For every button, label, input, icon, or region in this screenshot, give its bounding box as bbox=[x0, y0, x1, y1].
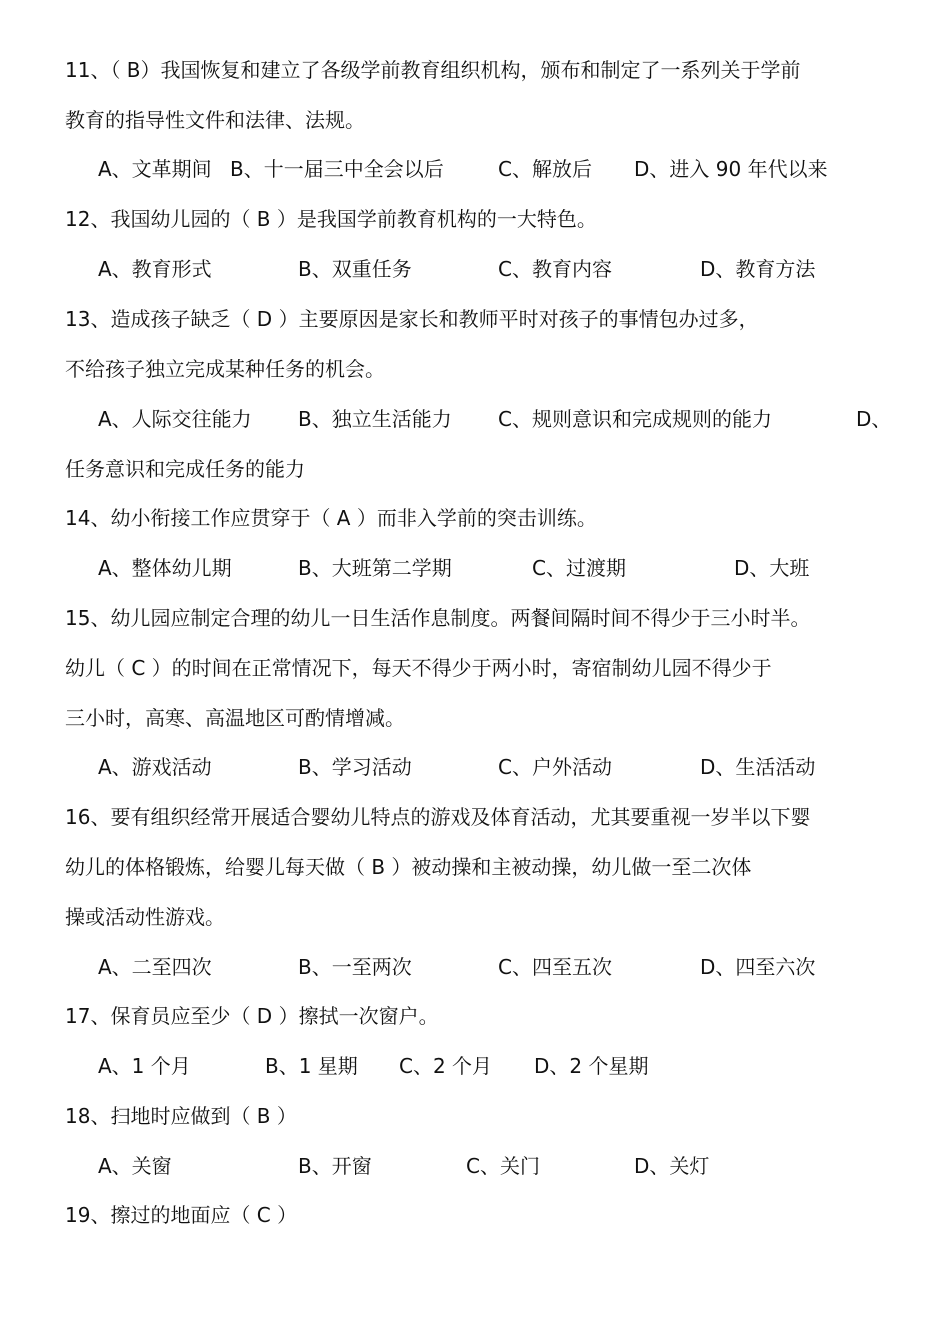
question-16-option-d: D、四至六次 bbox=[700, 955, 816, 979]
question-18-line-1: 18、扫地时应做到（ B ） bbox=[65, 1104, 297, 1128]
question-15-option-d: D、生活活动 bbox=[700, 755, 816, 779]
question-13-option-a: A、人际交往能力 bbox=[98, 407, 252, 431]
question-13-option-d: D、 bbox=[856, 407, 892, 431]
question-15-line-3: 三小时，高寒、高温地区可酌情增减。 bbox=[65, 706, 405, 730]
question-11-option-d: D、进入 90 年代以来 bbox=[634, 157, 828, 181]
question-14-option-d: D、大班 bbox=[734, 556, 810, 580]
question-13-option-b: B、独立生活能力 bbox=[298, 407, 452, 431]
question-11-options bbox=[98, 144, 898, 194]
question-14-option-b: B、大班第二学期 bbox=[298, 556, 452, 580]
question-15-line-2: 幼儿（ C ）的时间在正常情况下，每天不得少于两小时，寄宿制幼儿园不得少于 bbox=[65, 656, 772, 680]
question-17-option-b: B、1 星期 bbox=[265, 1054, 358, 1078]
question-11-option-a: A、文革期间 bbox=[98, 157, 212, 181]
question-17-options bbox=[98, 1041, 898, 1091]
question-16-option-c: C、四至五次 bbox=[498, 955, 612, 979]
question-13-line-1: 13、造成孩子缺乏（ D ）主要原因是家长和教师平时对孩子的事情包办过多， bbox=[65, 307, 759, 331]
question-11-option-c: C、解放后 bbox=[498, 157, 592, 181]
question-18-option-b: B、开窗 bbox=[298, 1154, 372, 1178]
question-16-option-b: B、一至两次 bbox=[298, 955, 412, 979]
question-12-option-c: C、教育内容 bbox=[498, 257, 612, 281]
question-16-line-2: 幼儿的体格锻炼，给婴儿每天做（ B ）被动操和主被动操，幼儿做一至二次体 bbox=[65, 855, 752, 879]
question-12-line-1: 12、我国幼儿园的（ B ）是我国学前教育机构的一大特色。 bbox=[65, 207, 597, 231]
question-17-option-c: C、2 个月 bbox=[399, 1054, 493, 1078]
question-16-line-3: 操或活动性游戏。 bbox=[65, 905, 225, 929]
question-16-line-1: 16、要有组织经常开展适合婴幼儿特点的游戏及体育活动，尤其要重视一岁半以下婴 bbox=[65, 805, 811, 829]
question-14-option-a: A、整体幼儿期 bbox=[98, 556, 232, 580]
question-16-options bbox=[98, 942, 898, 992]
question-15-option-b: B、学习活动 bbox=[298, 755, 412, 779]
question-18-option-d: D、关灯 bbox=[634, 1154, 710, 1178]
question-12-option-d: D、教育方法 bbox=[700, 257, 816, 281]
question-17-option-d: D、2 个星期 bbox=[534, 1054, 649, 1078]
question-11-line-1: 11、（ B）我国恢复和建立了各级学前教育组织机构，颁布和制定了一系列关于学前 bbox=[65, 58, 801, 82]
question-14-line-1: 14、幼小衔接工作应贯穿于（ A ）而非入学前的突击训练。 bbox=[65, 506, 597, 530]
question-12-option-b: B、双重任务 bbox=[298, 257, 412, 281]
question-11-option-b: B、十一届三中全会以后 bbox=[230, 157, 444, 181]
question-17-line-1: 17、保育员应至少（ D ）擦拭一次窗户。 bbox=[65, 1004, 439, 1028]
question-15-options bbox=[98, 742, 898, 792]
question-13-option-d-continuation: 任务意识和完成任务的能力 bbox=[65, 457, 305, 481]
question-17-option-a: A、1 个月 bbox=[98, 1054, 191, 1078]
question-13-option-c: C、规则意识和完成规则的能力 bbox=[498, 407, 772, 431]
question-18-options bbox=[98, 1141, 898, 1191]
question-16-option-a: A、二至四次 bbox=[98, 955, 212, 979]
question-15-option-a: A、游戏活动 bbox=[98, 755, 212, 779]
question-13-options bbox=[98, 394, 898, 444]
question-15-line-1: 15、幼儿园应制定合理的幼儿一日生活作息制度。两餐间隔时间不得少于三小时半。 bbox=[65, 606, 811, 630]
question-14-options bbox=[98, 543, 898, 593]
question-18-option-c: C、关门 bbox=[466, 1154, 540, 1178]
question-19-line-1: 19、擦过的地面应（ C ） bbox=[65, 1203, 298, 1227]
question-12-option-a: A、教育形式 bbox=[98, 257, 212, 281]
question-11-line-2: 教育的指导性文件和法律、法规。 bbox=[65, 108, 365, 132]
question-12-options bbox=[98, 244, 898, 294]
question-18-option-a: A、关窗 bbox=[98, 1154, 172, 1178]
question-14-option-c: C、过渡期 bbox=[532, 556, 626, 580]
question-13-line-2: 不给孩子独立完成某种任务的机会。 bbox=[65, 357, 385, 381]
question-15-option-c: C、户外活动 bbox=[498, 755, 612, 779]
